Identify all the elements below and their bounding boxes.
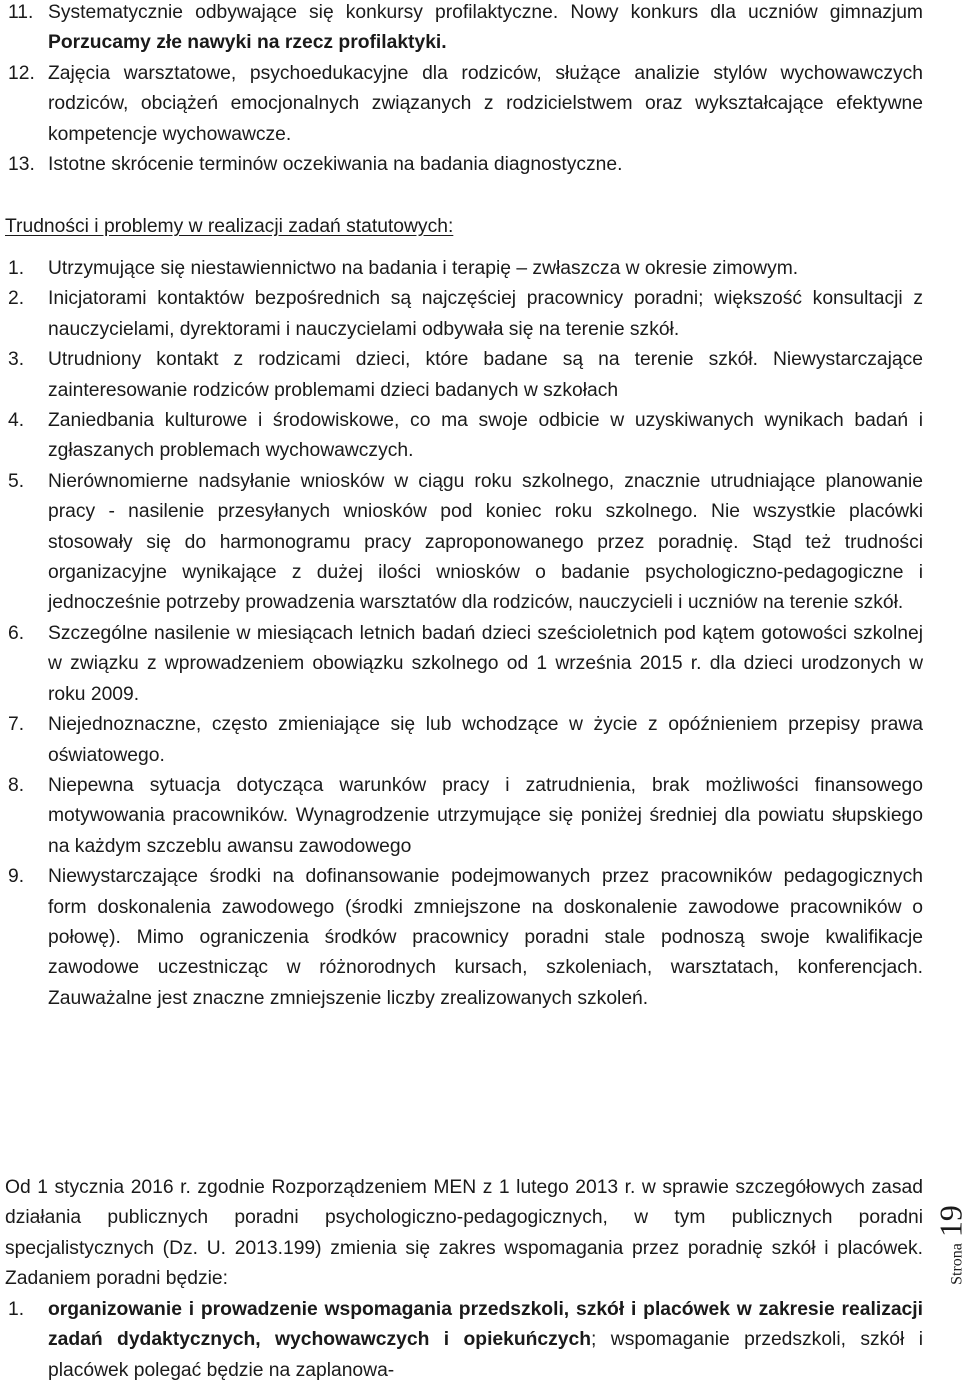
list-number: 5.	[8, 470, 25, 492]
list-item	[5, 771, 923, 862]
list-item	[5, 150, 923, 180]
list-item	[5, 406, 923, 467]
list-item	[5, 345, 923, 406]
section-heading: Trudności i problemy w realizacji zadań statutowych:	[5, 216, 454, 237]
list-item	[5, 59, 923, 150]
list-number: 12.	[8, 62, 35, 84]
list-number: 4.	[8, 410, 25, 432]
list-number: 7.	[8, 714, 25, 736]
list-item	[5, 0, 923, 59]
list-number: 2.	[8, 288, 25, 310]
item-text: ; wspomaganie przedszkoli, szkół i placówek polegać będzie na zaplanowa-	[48, 1329, 923, 1381]
list-item	[5, 619, 923, 710]
list-item	[5, 284, 923, 345]
item-text-bold: organizowanie i prowadzenie wspomagania przedszkoli, szkół i placówek w zakresie realizacji zadań dydaktycznych, wychowawczych i opiekuńczych	[48, 1299, 923, 1351]
item-text: Niejednoznaczne, często zmieniające się lub wchodzące w życie z opóźnieniem przepisy prawa oświatowego.	[48, 714, 923, 766]
tasks-list	[5, 1295, 923, 1386]
list-number: 13.	[8, 154, 35, 176]
list-item	[5, 710, 923, 771]
list-number: 1.	[8, 1299, 25, 1320]
list-item	[5, 467, 923, 619]
item-text: Inicjatorami kontaktów bezpośrednich są najczęściej pracownicy poradni; większość konsultacji z nauczycielami, dyrektorami i nauczycielami odbywała się na terenie szkół.	[48, 288, 923, 340]
list-number: 3.	[8, 349, 25, 371]
item-text: Zajęcia warsztatowe, psychoedukacyjne dla rodziców, służące analizie stylów wychowawczych rodziców, obciążeń emocjonalnych związanych z rodzicielstwem oraz wykształcające efektywne kompetencje wychowawcze.	[48, 62, 923, 145]
item-text: Zaniedbania kulturowe i środowiskowe, co ma swoje odbicie w uzyskiwanych wynikach badań i zgłaszanych problemach wychowawczych.	[48, 410, 923, 462]
item-text: Szczególne nasilenie w miesiącach letnich badań dzieci sześcioletnich pod kątem gotowości szkolnej w związku z wprowadzeniem obowiązku szkolnego od 1 września 2015 r. dla dzieci urodzonych w roku 2009.	[48, 622, 923, 705]
page-number	[932, 1190, 970, 1300]
list-item	[5, 1295, 923, 1386]
page-number-value: 19	[932, 1205, 969, 1238]
item-text-bold: Porzucamy złe nawyki na rzecz profilaktyki.	[48, 32, 447, 54]
item-text: Nierównomierne nadsyłanie wniosków w ciągu roku szkolnego, znacznie utrudniające planowanie pracy - nasilenie przesyłanych wniosków pod koniec roku szkolnego. Nie wszystkie placówki stosowały się do harmonogramu pracy zaproponowanego przez poradnię. Stąd też trudności organizacyjne wynikające z dużej ilości wniosków o badanie psychologiczno-pedagogiczne i jednocześnie potrzeby prowadzenia warsztatów dla rodziców, nauczycieli i uczniów na terenie szkół.	[48, 470, 923, 614]
list-continuation	[5, 0, 923, 180]
body-paragraph: Od 1 stycznia 2016 r. zgodnie Rozporządzeniem MEN z 1 lutego 2013 r. w sprawie szczegółowych zasad działania publicznych poradni psychologiczno-pedagogicznych, w tym publicznych poradni specjalistycznych (Dz. U. 2013.199) zmienia się zakres wspomagania przez poradnię szkół i placówek. Zadaniem poradni będzie:	[5, 1177, 923, 1290]
item-text: Niewystarczające środki na dofinansowanie podejmowanych przez pracowników pedagogicznych form doskonalenia zawodowego (środki zmniejszone na doskonalenie zawodowe pracowników o połowę). Mimo ograniczenia środków pracownicy poradni stale podnoszą swoje kwalifikacje zawodowe uczestnicząc w różnorodnych kursach, szkoleniach, warsztatach, konferencjach. Zauważalne jest znaczne zmniejszenie liczby zrealizowanych szkoleń.	[48, 866, 923, 1009]
item-text: Istotne skrócenie terminów oczekiwania na badania diagnostyczne.	[48, 154, 623, 176]
item-text: Niepewna sytuacja dotycząca warunków pracy i zatrudnienia, brak możliwości finansowego motywowania pracowników. Wynagrodzenie utrzymujące się poniżej średniej dla powiatu słupskiego na każdym szczeblu awansu zawodowego	[48, 774, 923, 857]
item-text: Systematycznie odbywające się konkursy profilaktyczne. Nowy konkurs dla uczniów gimnazjum	[48, 2, 923, 23]
list-number: 9.	[8, 866, 25, 888]
list-number: 8.	[8, 774, 25, 796]
difficulties-list	[5, 254, 923, 1014]
list-item	[5, 254, 923, 284]
list-number: 1.	[8, 258, 25, 279]
page-label: Strona	[948, 1243, 966, 1285]
list-number: 6.	[8, 622, 25, 644]
list-number: 11.	[8, 2, 34, 23]
list-item	[5, 862, 923, 1014]
item-text: Utrudniony kontakt z rodzicami dzieci, które badane są na terenie szkół. Niewystarczające zainteresowanie rodziców problemami dzieci badanych w szkołach	[48, 349, 923, 401]
item-text: Utrzymujące się niestawiennictwo na badania i terapię – zwłaszcza w okresie zimowym.	[48, 258, 799, 279]
